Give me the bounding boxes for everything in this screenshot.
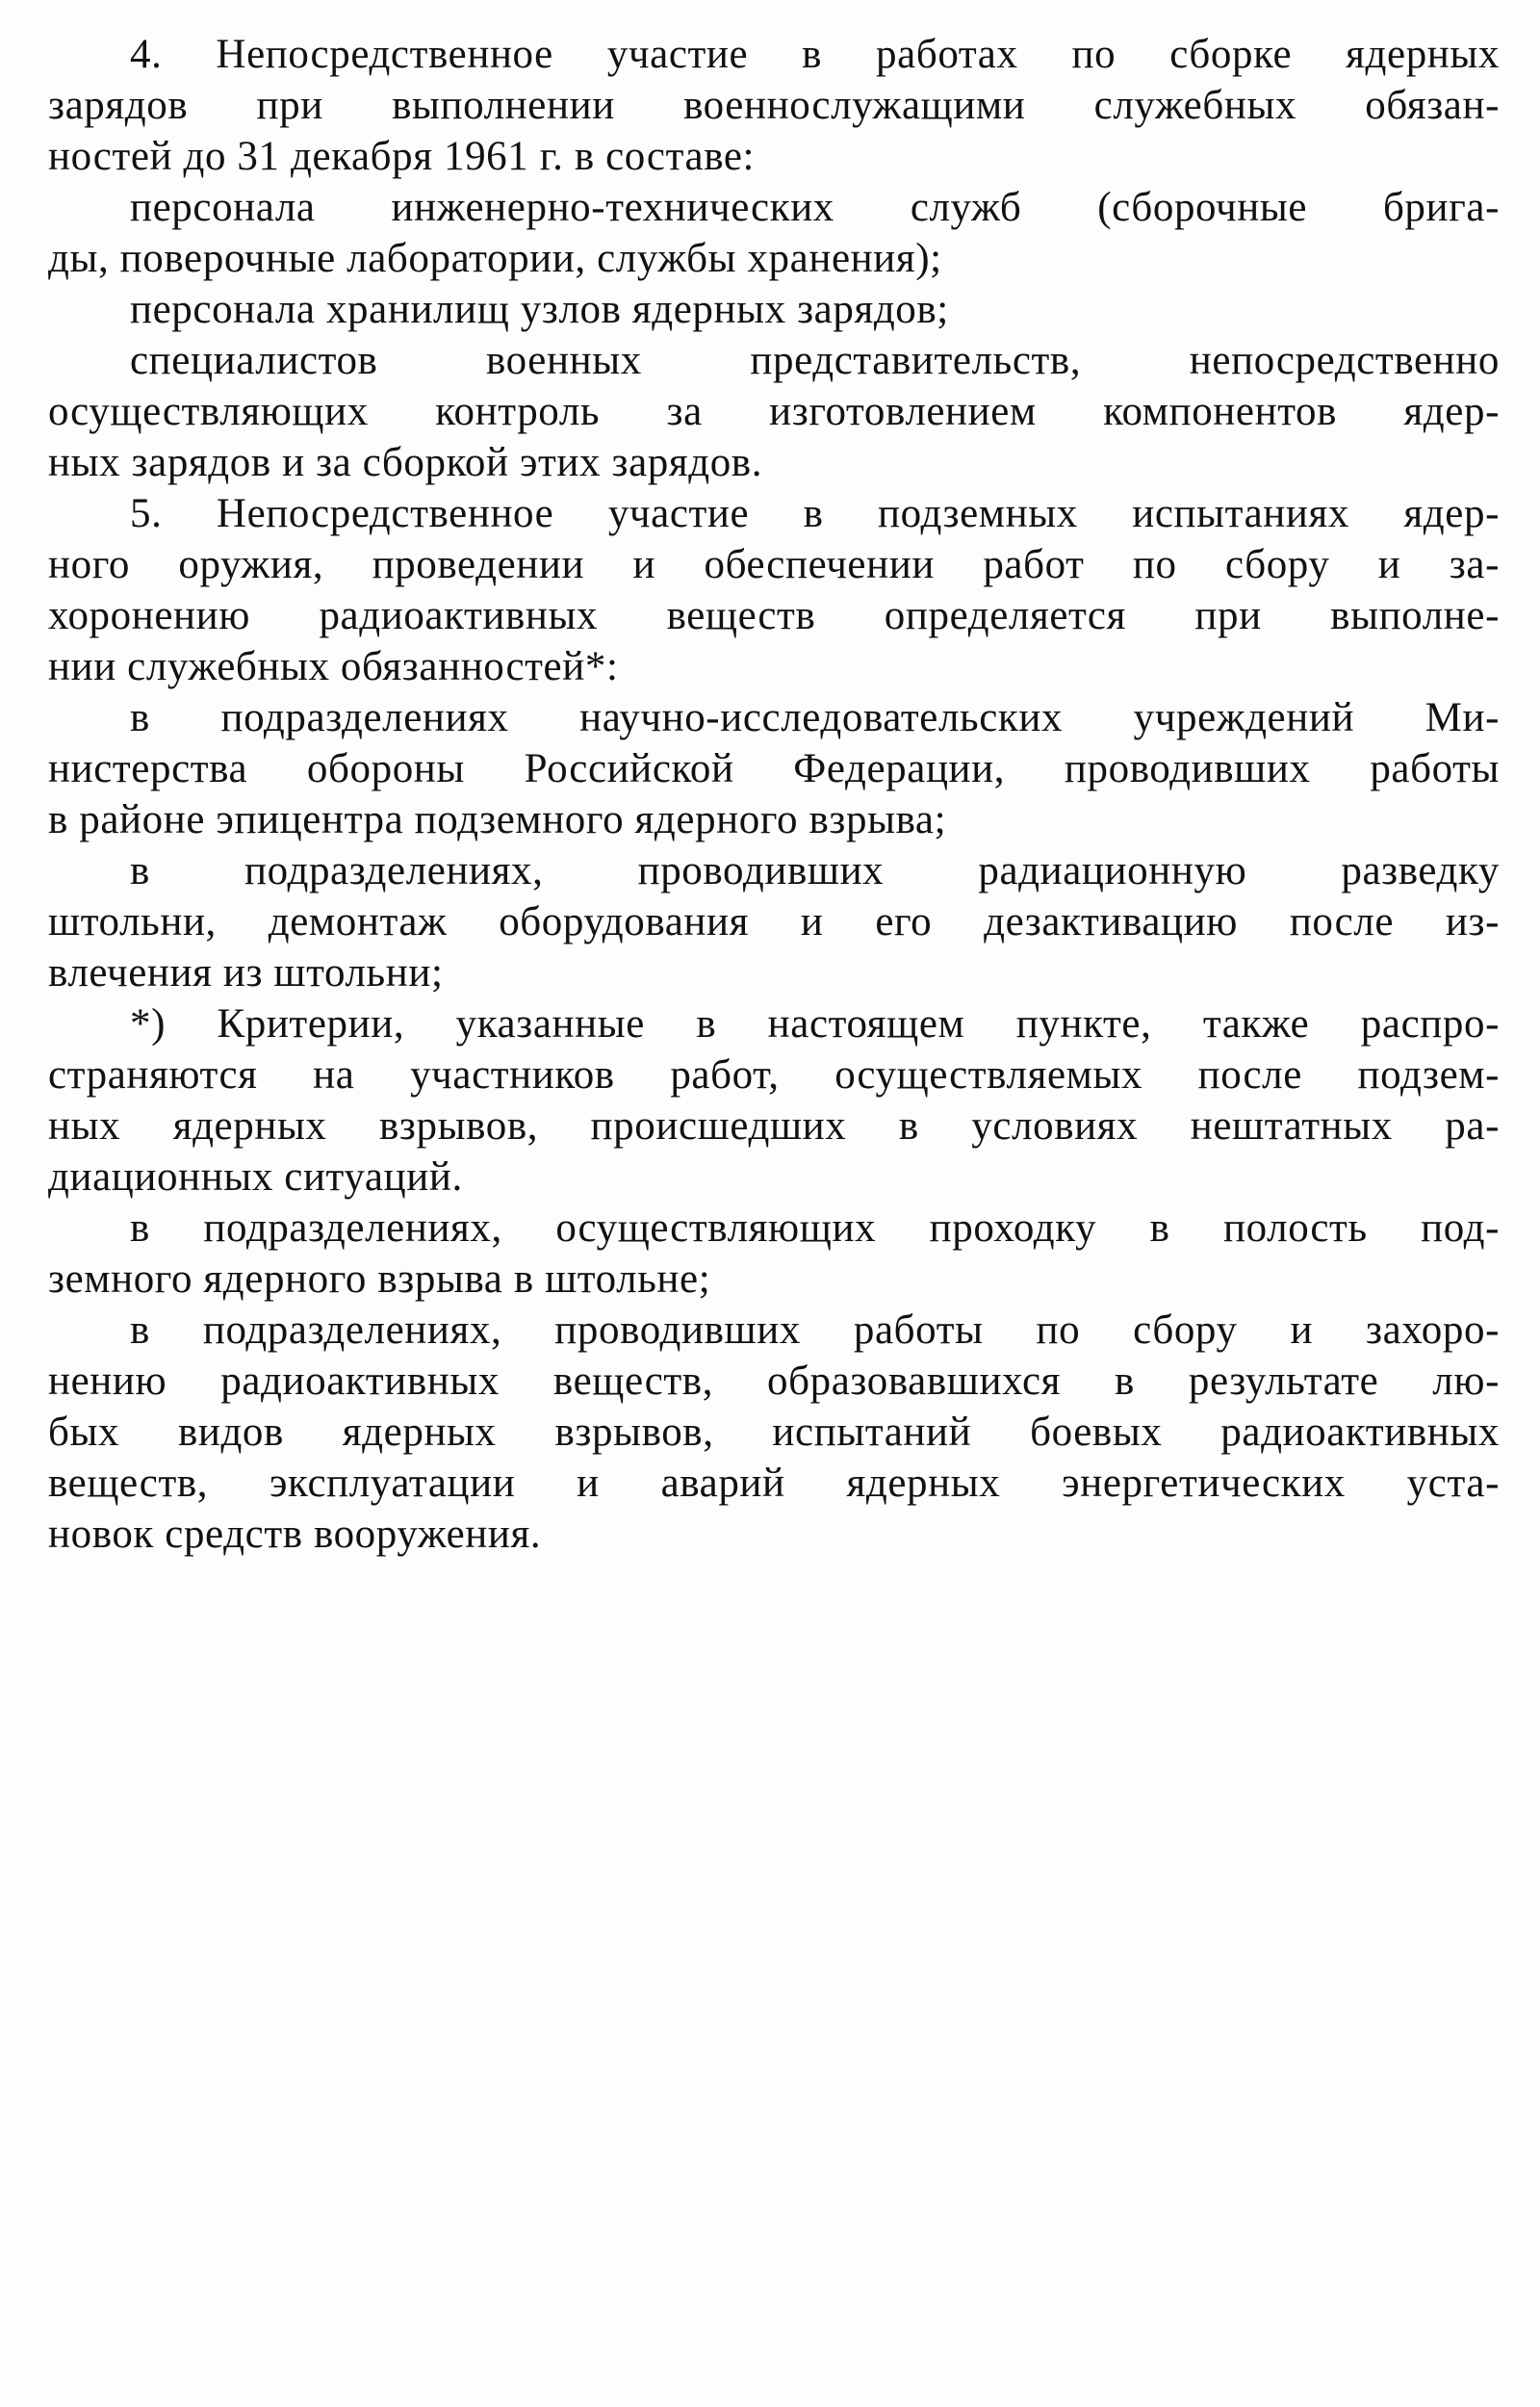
text-line: персонала хранилищ узлов ядерных зарядов;	[130, 287, 949, 332]
text-line: диационных ситуаций.	[48, 1154, 463, 1200]
text-line: нистерства обороны Российской Федерации, проводивших работы	[48, 746, 1500, 791]
text-line: хоронению радиоактивных веществ определяется при выполне-	[48, 593, 1500, 638]
text-line: в подразделениях, проводивших радиационную разведку	[130, 848, 1500, 893]
text-line: веществ, эксплуатации и аварий ядерных энергетических уста-	[48, 1461, 1500, 1506]
text-line: *) Критерии, указанные в настоящем пункте, также распро-	[130, 1001, 1500, 1047]
text-line: ного оружия, проведении и обеспечении работ по сбору и за-	[48, 542, 1500, 587]
text-line: осуществляющих контроль за изготовлением компонентов ядер-	[48, 389, 1500, 434]
text-line: нению радиоактивных веществ, образовавшихся в результате лю-	[48, 1359, 1500, 1404]
text-line: ных ядерных взрывов, происшедших в условиях нештатных ра-	[48, 1103, 1500, 1149]
text-line: специалистов военных представительств, непосредственно	[130, 338, 1500, 383]
text-line: в подразделениях, осуществляющих проходку в полость под-	[130, 1205, 1500, 1251]
text-line: персонала инженерно-технических служб (сборочные брига-	[130, 185, 1500, 230]
text-line: нии служебных обязанностей*:	[48, 644, 619, 689]
text-line: штольни, демонтаж оборудования и его дезактивацию после из-	[48, 899, 1500, 945]
text-line: в районе эпицентра подземного ядерного взрыва;	[48, 797, 947, 842]
text-line: в подразделениях, проводивших работы по сбору и захоро-	[130, 1307, 1500, 1353]
text-line: влечения из штольни;	[48, 950, 444, 996]
text-line: ды, поверочные лаборатории, службы хранения);	[48, 236, 942, 281]
text-line: новок средств вооружения.	[48, 1512, 542, 1557]
text-line: в подразделениях научно-исследовательских учреждений Ми-	[130, 695, 1500, 740]
text-line: ных зарядов и за сборкой этих зарядов.	[48, 440, 763, 485]
text-line: земного ядерного взрыва в штольне;	[48, 1256, 711, 1302]
text-line: 4. Непосредственное участие в работах по сборке ядерных	[130, 32, 1500, 77]
text-line: бых видов ядерных взрывов, испытаний боевых радиоактивных	[48, 1410, 1500, 1455]
text-line: страняются на участников работ, осуществляемых после подзем-	[48, 1052, 1500, 1098]
text-line: зарядов при выполнении военнослужащими служебных обязан-	[48, 83, 1500, 128]
document-body	[48, 29, 1500, 1560]
text-line: ностей до 31 декабря 1961 г. в составе:	[48, 134, 756, 179]
text-line: 5. Непосредственное участие в подземных испытаниях ядер-	[130, 491, 1500, 536]
